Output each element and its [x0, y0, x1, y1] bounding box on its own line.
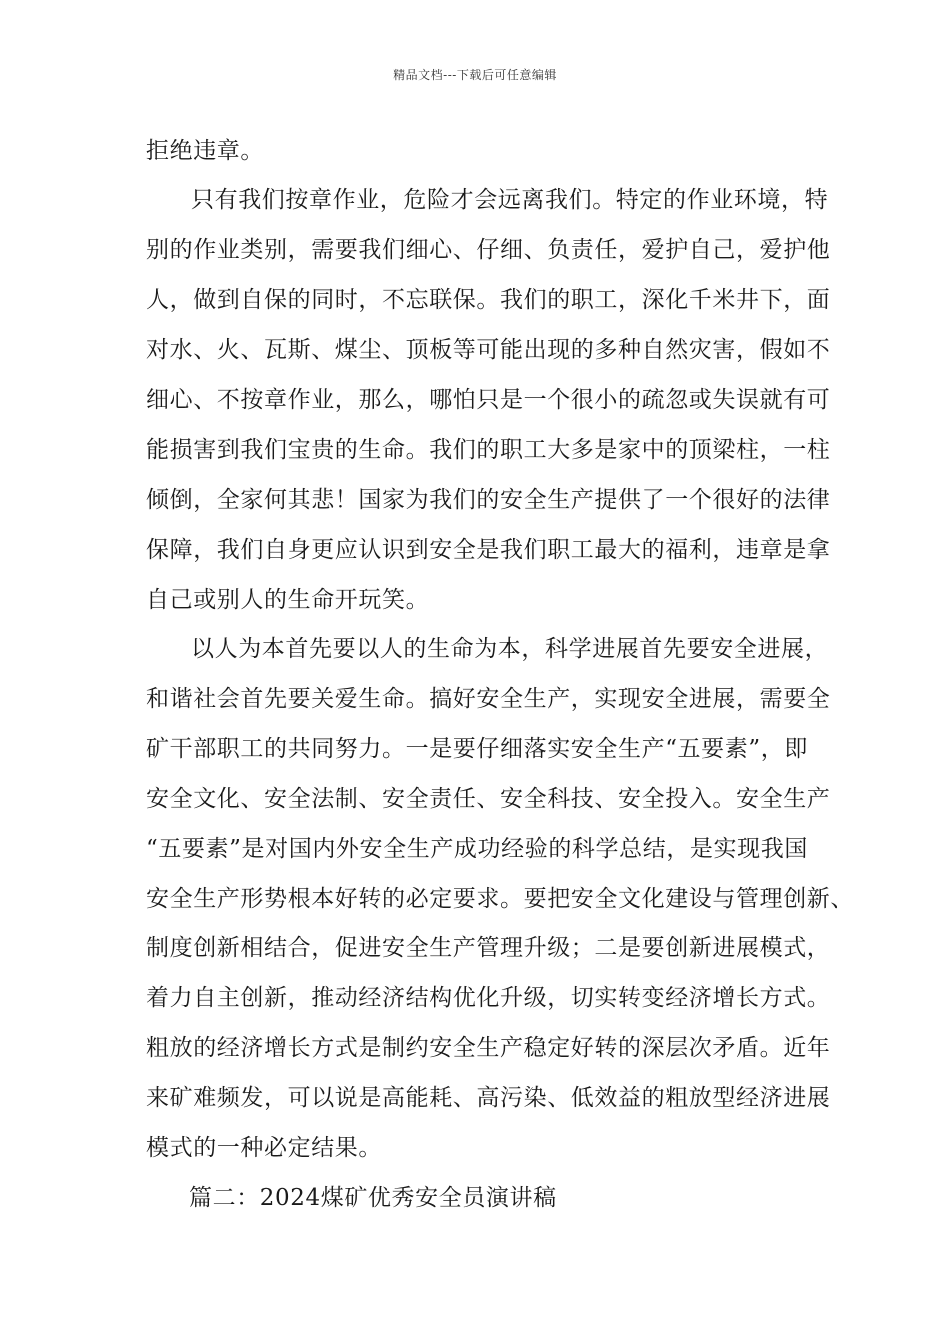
text-line: 别的作业类别，需要我们细心、仔细、负责任，爱护自己，爱护他: [146, 237, 831, 263]
text-line: 保障，我们自身更应认识到安全是我们职工最大的福利，违章是拿: [146, 537, 831, 563]
text-line: 对水、火、瓦斯、煤尘、顶板等可能出现的多种自然灾害，假如不: [146, 337, 831, 363]
text-line: 只有我们按章作业，危险才会远离我们。特定的作业环境，特: [191, 187, 829, 213]
text-line: 安全生产形势根本好转的必定要求。要把安全文化建设与管理创新、: [146, 886, 854, 912]
text-line: 细心、不按章作业，那么，哪怕只是一个很小的疏忽或失误就有可: [146, 387, 831, 413]
text-line: 粗放的经济增长方式是制约安全生产稳定好转的深层次矛盾。近年: [146, 1035, 831, 1061]
text-line: 来矿难频发，可以说是高能耗、高污染、低效益的粗放型经济进展: [146, 1085, 831, 1111]
section-heading: 篇二：2024煤矿优秀安全员演讲稿: [189, 1185, 557, 1211]
text-line: 着力自主创新，推动经济结构优化升级，切实转变经济增长方式。: [146, 985, 831, 1011]
text-line: 制度创新相结合，促进安全生产管理升级；二是要创新进展模式，: [146, 935, 831, 961]
text-line: 和谐社会首先要关爱生命。搞好安全生产，实现安全进展，需要全: [146, 686, 831, 712]
text-line: 模式的一种必定结果。: [146, 1135, 382, 1161]
text-line: “五要素”是对国内外安全生产成功经验的科学总结，是实现我国: [146, 836, 808, 862]
text-line: 以人为本首先要以人的生命为本，科学进展首先要安全进展，: [191, 636, 829, 662]
text-line: 能损害到我们宝贵的生命。我们的职工大多是家中的顶梁柱，一柱: [146, 437, 831, 463]
text-line: 倾倒，全家何其悲！国家为我们的安全生产提供了一个很好的法律: [146, 487, 831, 513]
text-line: 自己或别人的生命开玩笑。: [146, 587, 430, 613]
text-line: 拒绝违章。: [146, 138, 264, 164]
page-header: 精品文档---下载后可任意编辑: [393, 68, 557, 82]
text-line: 安全文化、安全法制、安全责任、安全科技、安全投入。安全生产: [146, 786, 831, 812]
text-line: 人，做到自保的同时，不忘联保。我们的职工，深化千米井下，面: [146, 287, 831, 313]
text-line: 矿干部职工的共同努力。一是要仔细落实安全生产“五要素”，即: [146, 736, 808, 762]
